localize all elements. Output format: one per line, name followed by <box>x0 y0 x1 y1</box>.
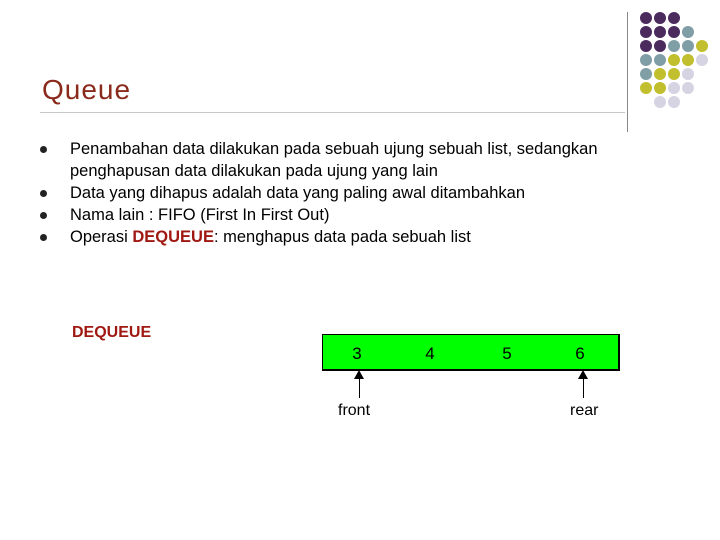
decor-dot <box>668 40 680 52</box>
decor-dot <box>696 54 708 66</box>
dequeue-keyword: DEQUEUE <box>132 228 214 246</box>
queue-cell-value: 3 <box>352 344 362 363</box>
decor-dot <box>640 26 652 38</box>
decor-dot <box>682 82 694 94</box>
decor-dot <box>654 96 666 108</box>
decor-dot <box>640 82 652 94</box>
decor-dot <box>668 12 680 24</box>
bullet-dot-icon <box>40 190 47 197</box>
bullet-dot-icon <box>40 146 47 153</box>
bullet-text: Nama lain : FIFO (First In First Out) <box>70 206 330 224</box>
title-divider <box>40 112 625 113</box>
decor-dot <box>640 68 652 80</box>
queue-cell-value: 5 <box>502 344 512 363</box>
decor-dot <box>654 26 666 38</box>
decor-dot <box>668 26 680 38</box>
dequeue-label: DEQUEUE <box>72 324 152 341</box>
bullet-text: Penambahan data dilakukan pada sebuah ujung sebuah list, sedangkan penghapusan data dilakukan pada ujung yang lain <box>70 140 598 180</box>
decor-dot <box>668 82 680 94</box>
bullet-item <box>40 182 700 204</box>
decor-dot <box>654 54 666 66</box>
rear-label: rear <box>570 402 599 419</box>
decor-dot <box>682 54 694 66</box>
bullet-item <box>40 226 700 248</box>
decor-dot <box>682 68 694 80</box>
decor-dot <box>640 54 652 66</box>
front-arrow-shaft <box>359 378 360 398</box>
rear-arrow-shaft <box>583 378 584 398</box>
decor-dot <box>654 82 666 94</box>
front-label: front <box>338 402 371 419</box>
decor-dot <box>668 96 680 108</box>
vertical-divider <box>627 12 628 132</box>
queue-cell-value: 6 <box>575 344 585 363</box>
decor-dot <box>682 26 694 38</box>
slide-title: Queue <box>42 74 132 105</box>
queue-cell-value: 4 <box>425 344 435 363</box>
bullet-list <box>40 138 700 248</box>
bullet-text: Data yang dihapus adalah data yang paling awal ditambahkan <box>70 184 525 202</box>
decor-dot <box>654 68 666 80</box>
bullet-text-post: : menghapus data pada sebuah list <box>213 228 471 246</box>
decor-dot <box>682 40 694 52</box>
decorative-dot-grid <box>636 8 720 108</box>
bullet-text-pre: Operasi <box>70 228 133 246</box>
decor-dot <box>640 12 652 24</box>
bullet-dot-icon <box>40 234 47 241</box>
decor-dot <box>668 68 680 80</box>
decor-dot <box>654 40 666 52</box>
decor-dot <box>668 54 680 66</box>
decor-dot <box>654 12 666 24</box>
bullet-item <box>40 138 700 182</box>
bullet-dot-icon <box>40 212 47 219</box>
bullet-item <box>40 204 700 226</box>
decor-dot <box>640 40 652 52</box>
decor-dot <box>696 40 708 52</box>
